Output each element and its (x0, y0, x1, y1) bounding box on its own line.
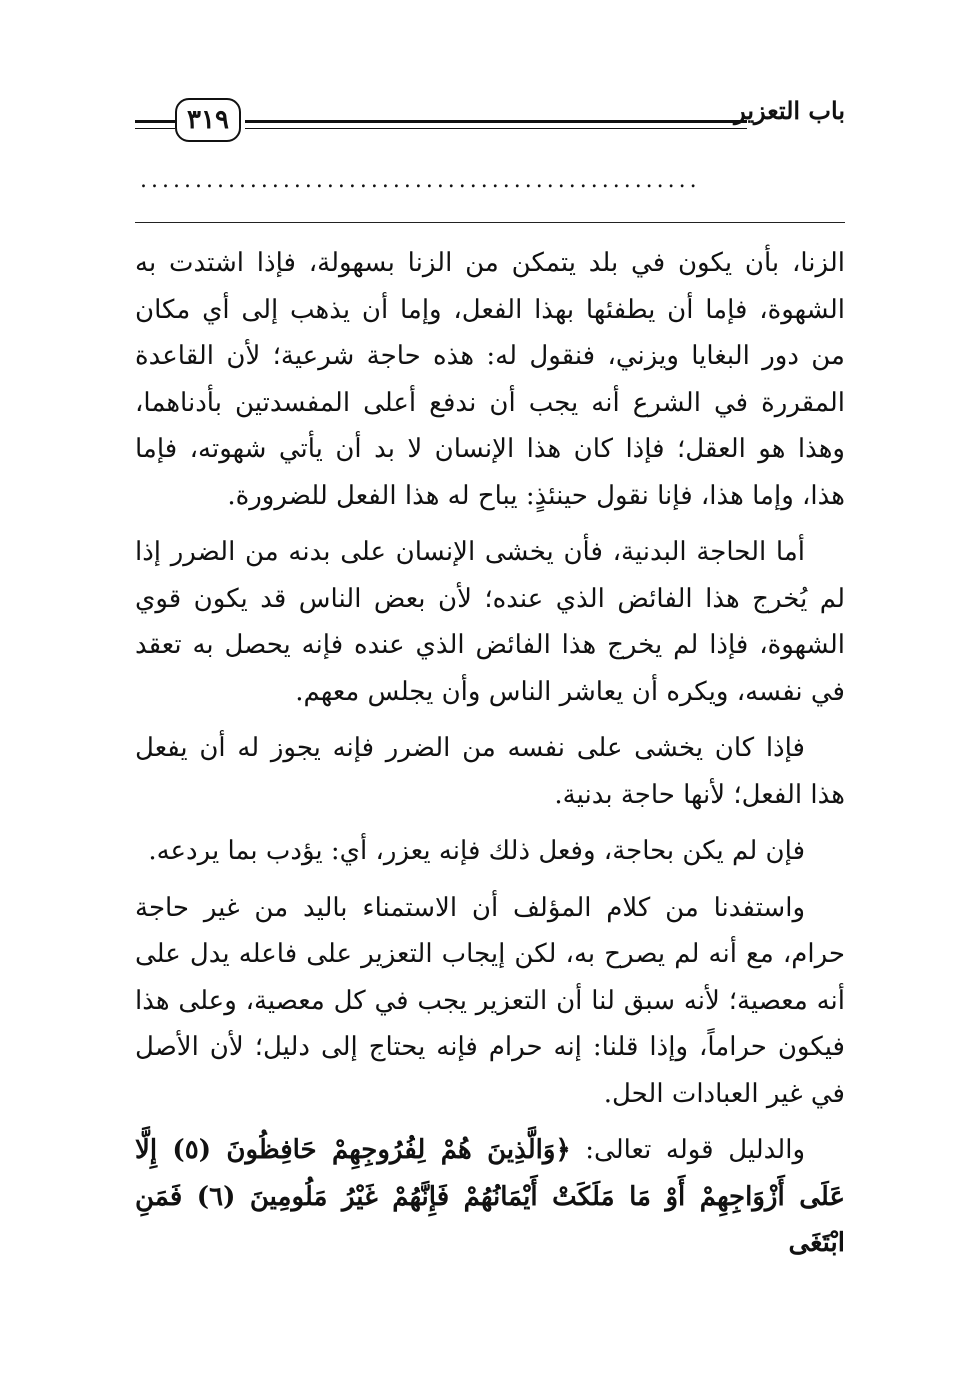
paragraph-4: فإن لم يكن بحاجة، وفعل ذلك فإنه يعزر، أي: يؤدب بما يردعه. (148, 836, 805, 866)
paragraph-3: فإذا كان يخشى على نفسه من الضرر فإنه يجوز له أن يفعل هذا الفعل؛ لأنها حاجة بدنية. (135, 733, 845, 810)
header-rule-left-thin (135, 128, 175, 129)
chapter-title: باب التعزير (734, 96, 845, 125)
section-divider (135, 222, 845, 223)
page-number: ٣١٩ (187, 105, 229, 135)
header-rule (245, 120, 747, 123)
paragraph-1: الزنا، بأن يكون في بلد يتمكن من الزنا بسهولة، فإذا اشتدت به الشهوة، فإما أن يطفئها بهذا الفعل، وإما أن يذهب إلى أي مكان من دور البغايا ويزني، فنقول له: هذه حاجة شرعية؛ لأن القاعدة المقررة في الشرع أنه يجب أن ندفع أعلى المفسدتين بأدناهما، وهذا هو العقل؛ فإذا كان هذا الإنسان لا بد أن يأتي شهوته، فإما هذا، وإما هذا، فإنا نقول حينئذٍ: يباح له هذا الفعل للضرورة. (135, 248, 845, 511)
paragraph-2: أما الحاجة البدنية، فأن يخشى الإنسان على بدنه من الضرر إذا لم يُخرج هذا الفائض الذي عنده؛ لأن بعض الناس قد يكون قوي الشهوة، فإذا لم يخرج هذا الفائض الذي عنده فإنه يحصل به تعقد في نفسه، ويكره أن يعاشر الناس وأن يجلس معهم. (135, 537, 845, 707)
body-text (135, 240, 845, 1277)
quran-verse: ﴿وَالَّذِينَ هُمْ لِفُرُوجِهِمْ حَافِظُونَ (٥) إِلَّا عَلَى أَزْوَاجِهِمْ أَوْ مَا مَلَكَتْ أَيْمَانُهُمْ فَإِنَّهُمْ غَيْرُ مَلُومِينَ (٦) فَمَنِ ابْتَغَى (135, 1135, 845, 1258)
ellipsis-line: ................................................... (140, 168, 701, 193)
paragraph-6 (135, 1127, 845, 1267)
header-rule-left (135, 120, 175, 123)
page-header (135, 92, 845, 152)
header-rule-thin (245, 128, 747, 129)
paragraph-5: واستفدنا من كلام المؤلف أن الاستمناء باليد من غير حاجة حرام، مع أنه لم يصرح به، لكن إيجاب التعزير على فاعله يدل على أنه معصية؛ لأنه سبق لنا أن التعزير يجب في كل معصية، وعلى هذا فيكون حراماً، وإذا قلنا: إنه حرام فإنه يحتاج إلى دليل؛ لأن الأصل في غير العبادات الحل. (135, 892, 845, 1109)
page-number-box (175, 98, 241, 142)
paragraph-6-lead: والدليل قوله تعالى: (570, 1135, 805, 1165)
